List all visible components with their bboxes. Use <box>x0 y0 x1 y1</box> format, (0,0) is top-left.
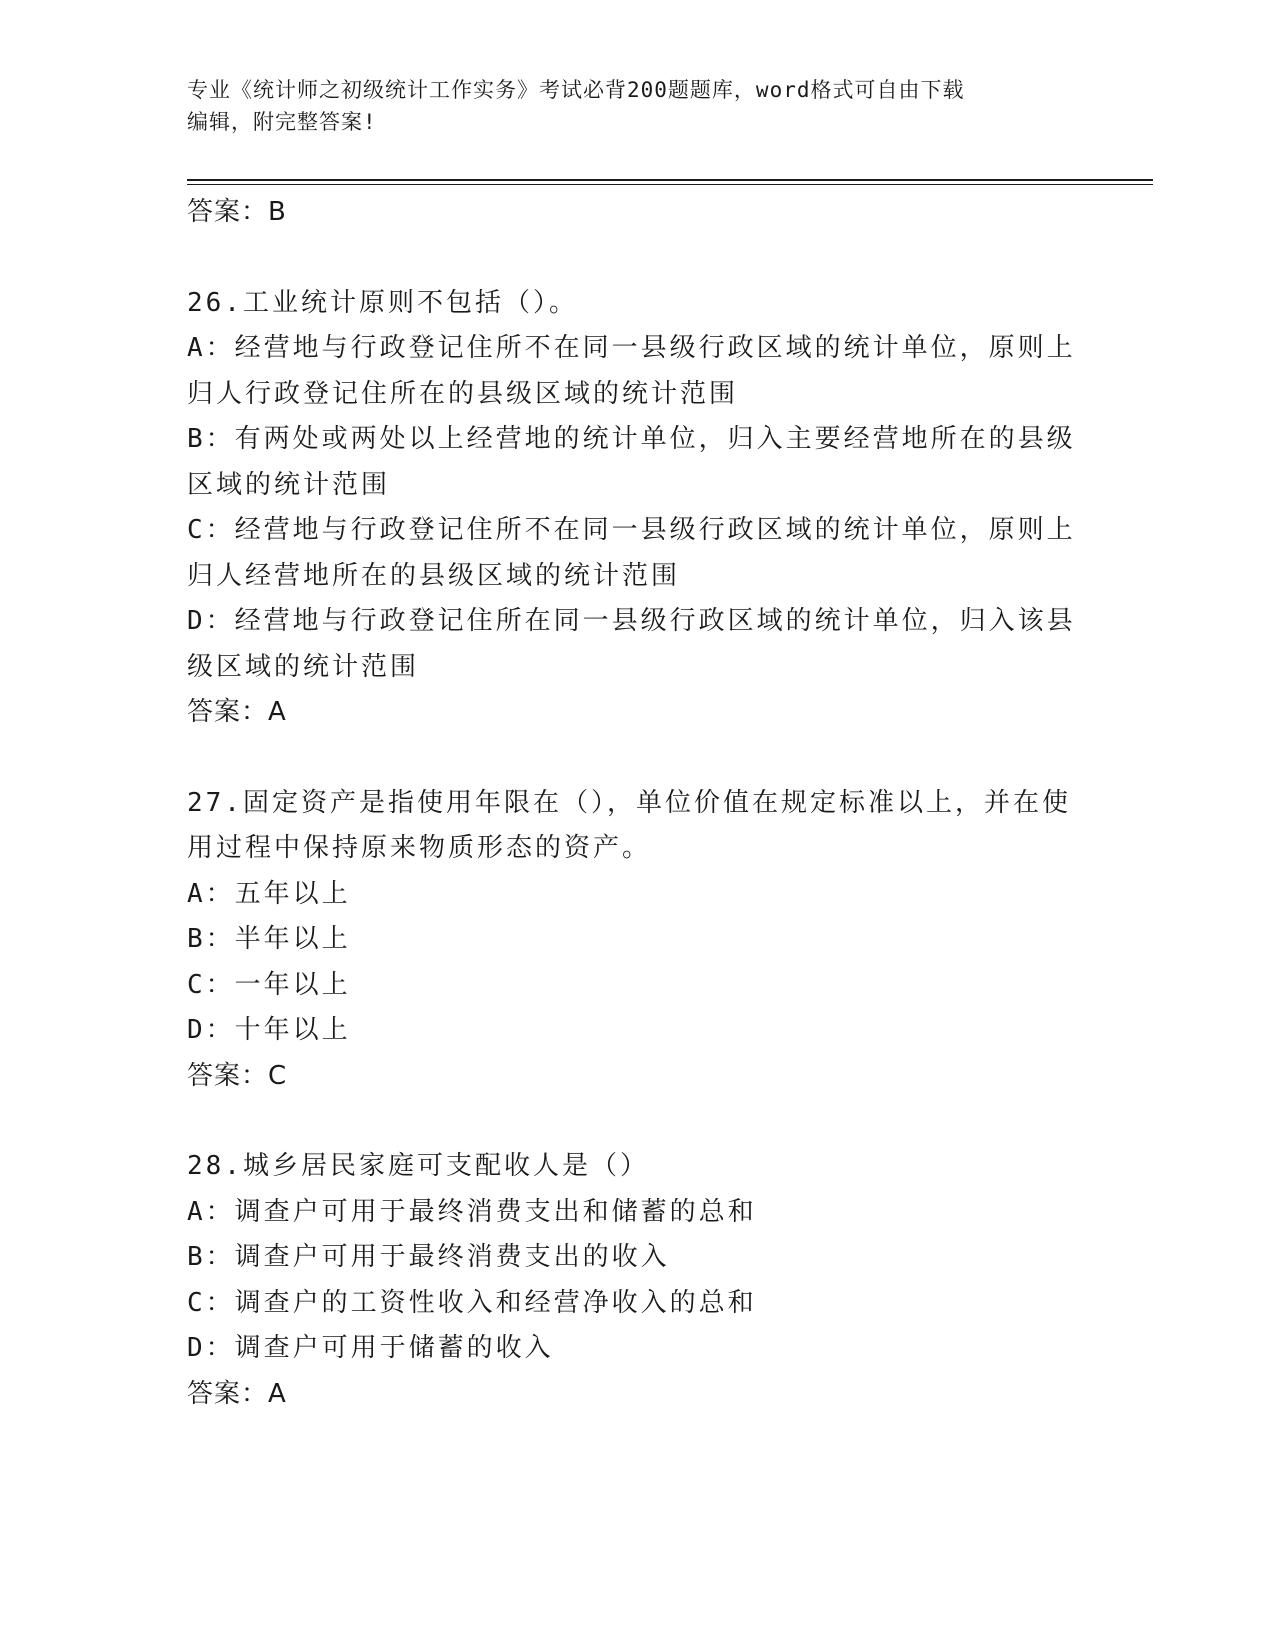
question-text: 28.城乡居民家庭可支配收人是（） <box>187 1151 649 1181</box>
option-d-line-2: 级区域的统计范围 <box>187 651 420 682</box>
header-rule-thick <box>187 179 1153 181</box>
document-header <box>187 74 1087 138</box>
question-text: 26.工业统计原则不包括（）。 <box>187 287 578 318</box>
option-a: A：调查户可用于最终消费支出和储蓄的总和 <box>187 1196 757 1227</box>
option-c-line-1: C：经营地与行政登记住所不在同一县级行政区域的统计单位，原则上 <box>187 515 1076 545</box>
option-d: D：十年以上 <box>187 1015 351 1045</box>
header-line-2: 编辑，附完整答案! <box>187 110 377 134</box>
option-c: C：一年以上 <box>187 969 351 1000</box>
option-a-line-1: A：经营地与行政登记住所不在同一县级行政区域的统计单位，原则上 <box>187 333 1076 363</box>
question-text-line-1: 27.固定资产是指使用年限在（），单位价值在规定标准以上，并在使 <box>187 787 1071 818</box>
spacer <box>187 236 1087 281</box>
question-27 <box>187 781 1087 1100</box>
spacer <box>187 736 1087 781</box>
answer: 答案：A <box>187 1378 287 1409</box>
option-b-line-2: 区域的统计范围 <box>187 469 391 500</box>
answer: 答案：A <box>187 697 287 727</box>
option-b: B：调查户可用于最终消费支出的收入 <box>187 1242 670 1272</box>
answer: 答案：C <box>187 1060 288 1091</box>
question-28 <box>187 1144 1087 1417</box>
header-line-1: 专业《统计师之初级统计工作实务》考试必背200题题库，word格式可自由下载 <box>187 78 965 102</box>
option-b-line-1: B：有两处或两处以上经营地的统计单位，归入主要经营地所在的县级 <box>187 424 1076 454</box>
header-rule-thin <box>187 184 1153 185</box>
previous-answer: 答案：B <box>187 197 287 227</box>
option-c-line-2: 归人经营地所在的县级区域的统计范围 <box>187 560 681 591</box>
spacer <box>187 1099 1087 1144</box>
option-a: A：五年以上 <box>187 878 351 909</box>
question-text-line-2: 用过程中保持原来物质形态的资产。 <box>187 833 652 863</box>
option-d: D：调查户可用于储蓄的收入 <box>187 1333 554 1363</box>
question-26 <box>187 281 1087 736</box>
question-list <box>187 190 1087 1417</box>
option-b: B：半年以上 <box>187 924 351 954</box>
option-a-line-2: 归人行政登记住所在的县级区域的统计范围 <box>187 378 739 409</box>
option-c: C：调查户的工资性收入和经营净收入的总和 <box>187 1287 757 1318</box>
option-d-line-1: D：经营地与行政登记住所在同一县级行政区域的统计单位，归入该县 <box>187 606 1076 636</box>
